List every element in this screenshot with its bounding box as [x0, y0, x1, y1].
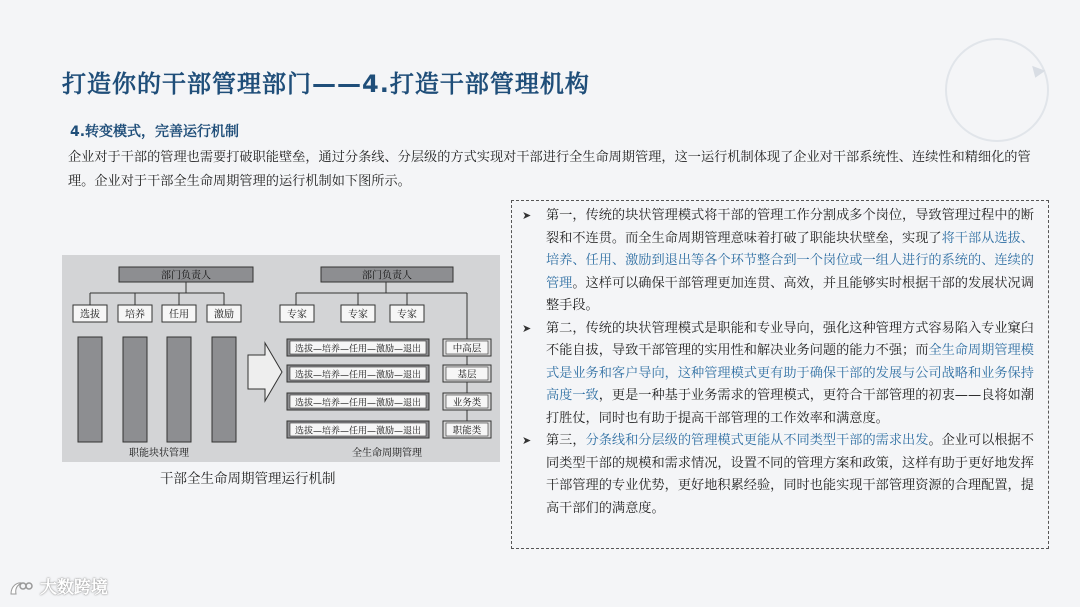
left-column-bar — [78, 337, 102, 442]
point-highlight: 全生命周期管理模式是业务和客户导向，这种管理模式更有助于确保干部的发展与公司战略和业务保持高度一致 — [546, 343, 1034, 403]
intro-paragraph: 企业对于干部的管理也需要打破职能壁垒，通过分条线、分层级的方式实现对干部进行全生命周期管理，这一运行机制体现了企业对干部系统性、连续性和精细化的管理。企业对于干部全生命周期管理的运行机制如下图所示。 — [68, 150, 1031, 189]
decorative-circle — [945, 38, 1049, 142]
section-subtitle: 4.转变模式，完善运行机制 — [70, 124, 240, 140]
level-label: 职能类 — [452, 425, 482, 437]
point-highlight: 分条线和分层级的管理模式更能从不同类型干部的需求出发 — [585, 433, 929, 448]
point-item — [522, 318, 1044, 431]
arrow-bullet-icon: ➤ — [522, 209, 532, 222]
left-item-label: 培养 — [125, 309, 145, 321]
left-item-label: 选拔 — [80, 309, 100, 321]
arrow-bullet-icon: ➤ — [522, 321, 532, 335]
point-text: ，更是一种基于业务需求的管理模式，更符合干部管理的初衷——良将如潮打胜仗，同时也有助于提高干部管理的工作效率和满意度。 — [546, 388, 1034, 426]
flow-row-label: 选拔—培养—任用—激励—退出 — [294, 370, 422, 381]
left-column-bar — [123, 337, 147, 442]
left-column-bar — [167, 337, 191, 442]
right-head-label: 部门负责人 — [362, 270, 412, 282]
point-text: 第一，传统的块状管理模式将干部的管理工作分割成多个岗位，导致管理过程中的断裂和不连贯。而全生命周期管理意味着打破了职能块状壁垒，实现了 — [546, 208, 1034, 246]
flow-row-label: 选拔—培养—任用—激励—退出 — [294, 344, 422, 355]
level-label: 基层 — [457, 369, 477, 381]
level-label: 中高层 — [452, 343, 482, 355]
point-text: 第二，传统的块状管理模式是职能和专业导向，强化这种管理方式容易陷入专业窠臼不能自拔，导致干部管理的实用性和解决业务问题的能力不强；而 — [546, 320, 1034, 358]
expert-label: 专家 — [348, 309, 368, 321]
left-column-bar — [212, 337, 236, 442]
left-item-label: 激励 — [214, 309, 234, 321]
expert-label: 专家 — [397, 309, 417, 321]
expert-label: 专家 — [287, 309, 307, 321]
transform-arrow-icon — [248, 343, 282, 401]
left-diagram-label: 职能块状管理 — [129, 448, 189, 459]
point-highlight: 将干部从选拔、培养、任用、激励到退出等各个环节整合到一个岗位或一组人进行的系统的、连续的管理 — [546, 230, 1034, 291]
left-item-label: 任用 — [169, 309, 189, 321]
left-head-label: 部门负责人 — [161, 270, 211, 282]
flow-row-label: 选拔—培养—任用—激励—退出 — [294, 398, 422, 409]
watermark — [8, 573, 108, 598]
point-text: 。这样可以确保干部管理更加连贯、高效，并且能够实时根据干部的发展状况调整手段。 — [546, 275, 1034, 313]
lifecycle-diagram — [62, 255, 500, 462]
right-diagram-label: 全生命周期管理 — [352, 448, 422, 459]
watermark-logo-icon — [8, 578, 34, 598]
point-text: 第三， — [546, 433, 586, 448]
point-text: 。企业可以根据不同类型干部的规模和需求情况，设置不同的管理方案和政策，这样有助于更好地发挥干部管理的专业优势，更好地积累经验，同时也能实现干部管理资源的合理配置，提高干部们的满意度。 — [546, 433, 1034, 516]
point-item — [522, 430, 1044, 520]
diagram-caption: 干部全生命周期管理运行机制 — [160, 471, 336, 487]
watermark-text: 大数跨境 — [39, 578, 108, 598]
level-label: 业务类 — [452, 397, 482, 409]
page-title: 打造你的干部管理部门——4.打造干部管理机构 — [62, 70, 590, 98]
point-item — [522, 205, 1044, 318]
arrow-bullet-icon: ➤ — [522, 434, 532, 447]
points-list — [522, 205, 1044, 520]
flow-row-label: 选拔—培养—任用—激励—退出 — [294, 426, 422, 437]
